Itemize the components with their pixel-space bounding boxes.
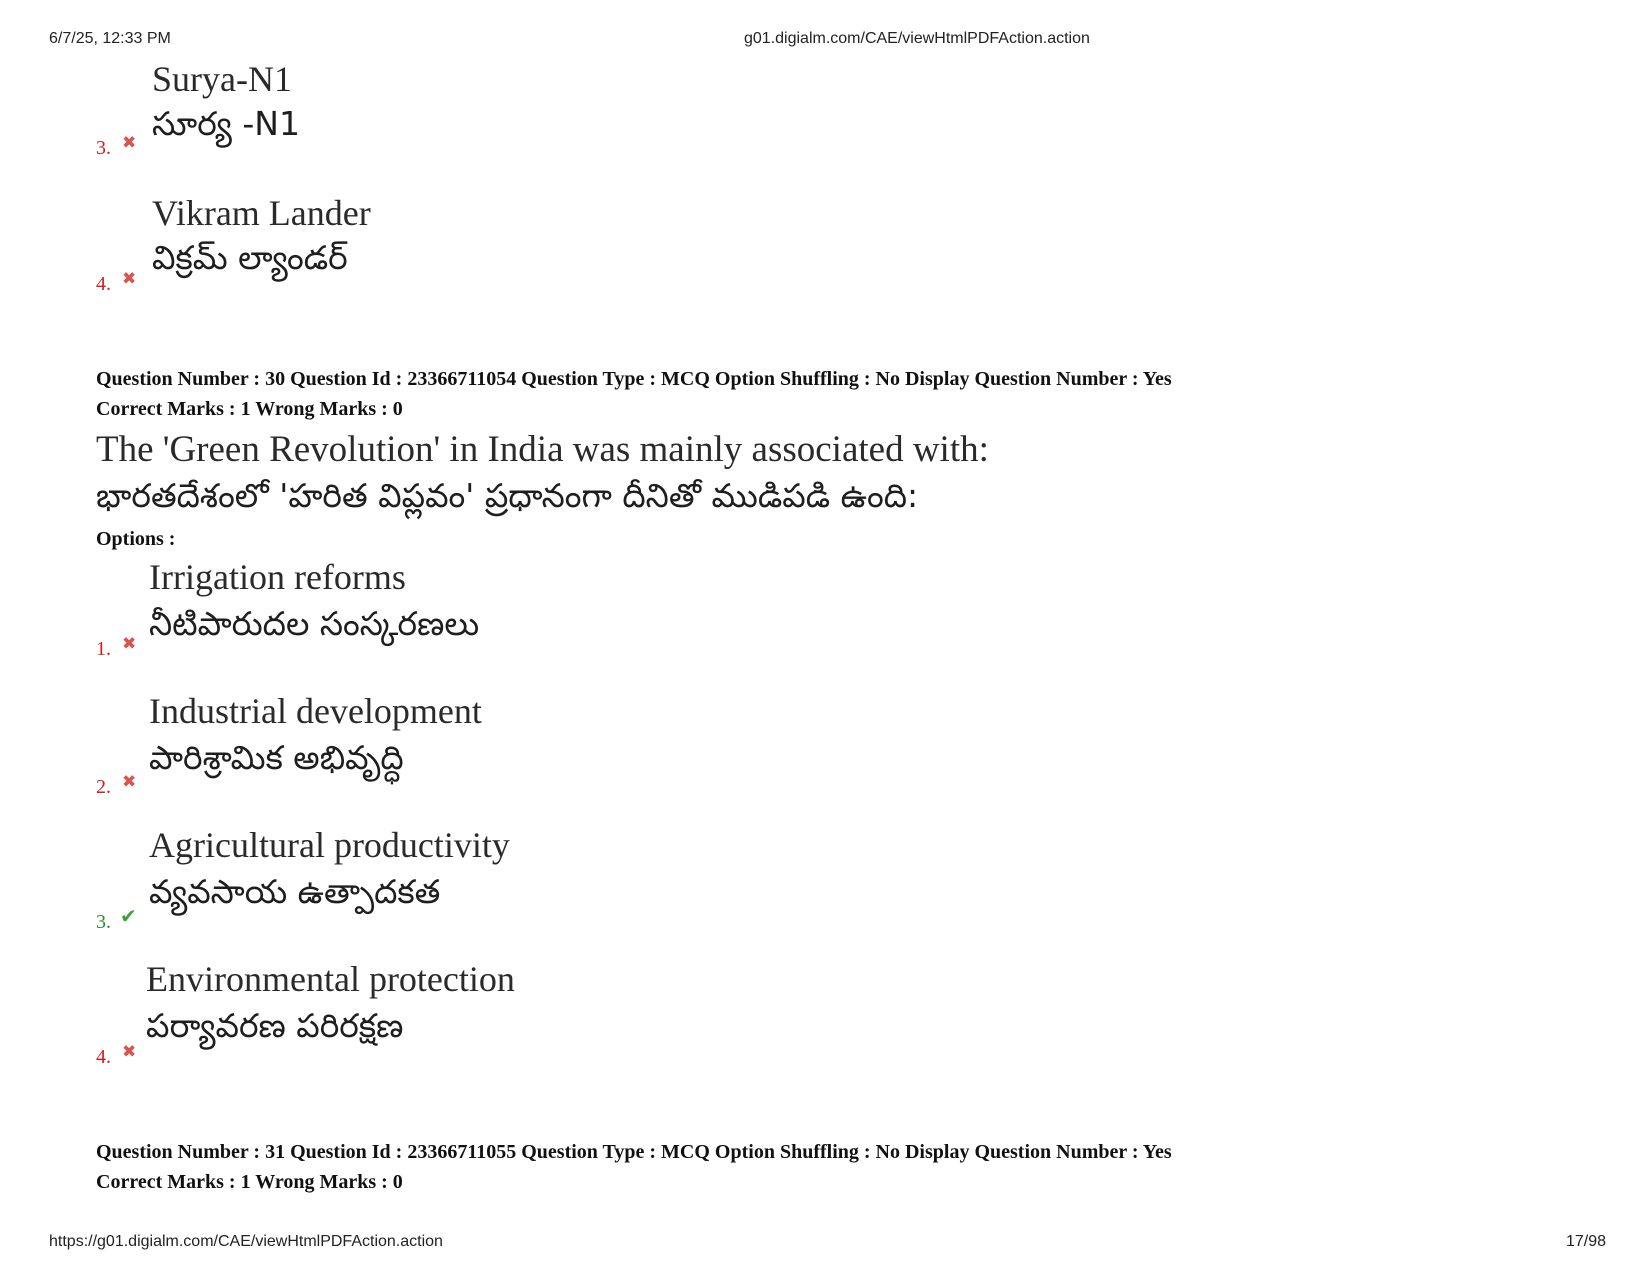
question-marks: Correct Marks : 1 Wrong Marks : 0 xyxy=(96,1171,403,1193)
option-text-en: Irrigation reforms xyxy=(149,557,406,597)
option-number: 3. xyxy=(96,137,111,159)
option-text-en: Agricultural productivity xyxy=(149,825,510,865)
option-number: 1. xyxy=(96,638,111,660)
option-text-te: వ్యవసాయ ఉత్పాదకత xyxy=(149,872,441,911)
question-meta: Question Number : 31 Question Id : 23366711055 Question Type : MCQ Option Shuffling : No Display Question Number : Yes xyxy=(96,1141,1172,1163)
print-date: 6/7/25, 12:33 PM xyxy=(49,30,171,47)
option-number: 3. xyxy=(96,911,111,933)
cross-icon: ✖ xyxy=(122,133,137,153)
question-meta: Question Number : 30 Question Id : 23366711054 Question Type : MCQ Option Shuffling : No Display Question Number : Yes xyxy=(96,368,1172,390)
cross-icon: ✖ xyxy=(122,269,137,289)
option-number: 4. xyxy=(96,273,111,295)
options-label: Options : xyxy=(96,528,176,550)
option-text-en: Industrial development xyxy=(149,691,482,731)
question-text-te: భారతదేశంలో 'హరిత విప్లవం' ప్రధానంగా దీనితో ముడిపడి ఉంది: xyxy=(96,476,919,515)
option-text-en: Environmental protection xyxy=(146,959,515,999)
question-text-en: The 'Green Revolution' in India was mainly associated with: xyxy=(96,429,989,470)
print-header-url: g01.digialm.com/CAE/viewHtmlPDFAction.action xyxy=(744,30,1090,47)
option-text-te: నీటిపారుదల సంస్కరణలు xyxy=(149,604,480,643)
cross-icon: ✖ xyxy=(122,772,137,792)
question-marks: Correct Marks : 1 Wrong Marks : 0 xyxy=(96,398,403,420)
page-number: 17/98 xyxy=(1566,1233,1607,1250)
cross-icon: ✖ xyxy=(122,1042,137,1062)
option-number: 2. xyxy=(96,776,111,798)
option-text-te: పర్యావరణ పరిరక్షణ xyxy=(146,1006,404,1045)
check-icon: ✔ xyxy=(120,904,137,928)
option-text-te: పారిశ్రామిక అభివృద్ధి xyxy=(149,738,404,777)
option-text-en: Surya-N1 xyxy=(152,59,292,99)
cross-icon: ✖ xyxy=(122,634,137,654)
option-number: 4. xyxy=(96,1046,111,1068)
option-text-te: సూర్య -N1 xyxy=(152,104,300,143)
option-text-te: విక్రమ్ ల్యాండర్ xyxy=(152,238,348,277)
option-text-en: Vikram Lander xyxy=(152,193,371,233)
print-footer-url: https://g01.digialm.com/CAE/viewHtmlPDFAction.action xyxy=(49,1233,443,1250)
